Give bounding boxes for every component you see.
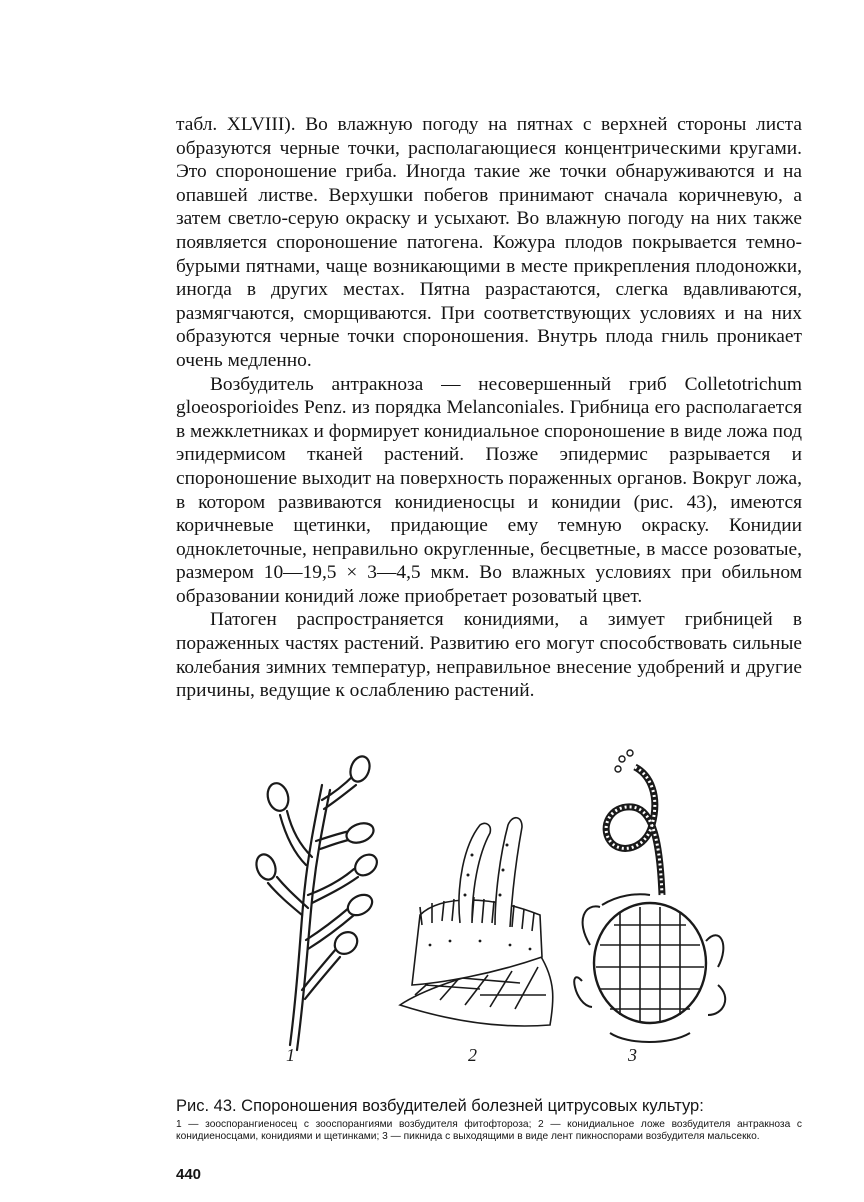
paragraph-2: Возбудитель антракноза — несовершенный гриб Colletotrichum gloeosporioides Penz. из порядка Melanconiales. Грибница его располагается в межклетниках и формирует конидиальное спороношение в виде ложа под эпидермисом тканей растений. Позже эпидермис разрывается и спороношение выходит на поверхность пораженных органов. Вокруг ложа, в котором развиваются конидиеносцы и конидии (рис. 43), имеются коричневые щетинки, придающие ему темную окраску. Конидии одноклеточные, неправильно округленные, бесцветные, в массе розоватые, размером 10—19,5 × 3—4,5 мкм. Во влажных условиях при обильном образовании конидий ложе приобретает розоватый цвет. [176, 373, 802, 607]
body-text [176, 113, 802, 703]
figure-label-2: 2 [468, 1045, 477, 1065]
caption-note: 1 — зооспорангиеносец с зооспорангиями возбудителя фитофтороза; 2 — конидиальное ложе возбудителя антракноза с конидиеносцами, конидиями и щетинками; 3 — пикнида с выходящими в виде лент пикноспорами возбудителя мальсекко. [176, 1119, 802, 1142]
paragraph-3: Патоген распространяется конидиями, а зимует грибницей в пораженных частях растений. Развитию его могут способствовать сильные колебания зимних температур, неправильное внесение удобрений и другие причины, ведущие к ослаблению растений. [176, 609, 802, 702]
page-number: 440 [176, 1166, 202, 1183]
spores [615, 750, 633, 772]
caption-title: Рис. 43. Спороношения возбудителей болезней цитрусовых культур: [176, 1097, 704, 1115]
paragraph-1: табл. XLVIII). Во влажную погоду на пятнах с верхней стороны листа образуются черные точки, располагающиеся концентрическими кругами. Это спороношение гриба. Иногда такие же точки обнаруживаются и на опавшей листве. Верхушки побегов принимают сначала коричневую, а затем светло-серую окраску и усыхают. Во влажную погоду на них также появляется спороношение патогена. Кожура плодов покрывается темно-бурыми пятнами, чаще возникающими в месте прикрепления плодоножки, иногда в других местах. Пятна разрастаются, слегка вдавливаются, размягчаются, сморщиваются. При соответствующих условиях и на них образуются черные точки спороношения. Внутрь плода гниль проникает очень медленно. [176, 114, 802, 371]
figure-label-1: 1 [286, 1045, 295, 1065]
figure-43-drawing [250, 745, 810, 1075]
sporangiophore-drawing [268, 775, 358, 1050]
acervulus-drawing [400, 818, 553, 1026]
pycnidium-drawing [574, 767, 725, 1042]
figure-label-3: 3 [628, 1045, 637, 1065]
figure-caption [176, 1096, 802, 1142]
figure-43 [250, 745, 810, 1075]
